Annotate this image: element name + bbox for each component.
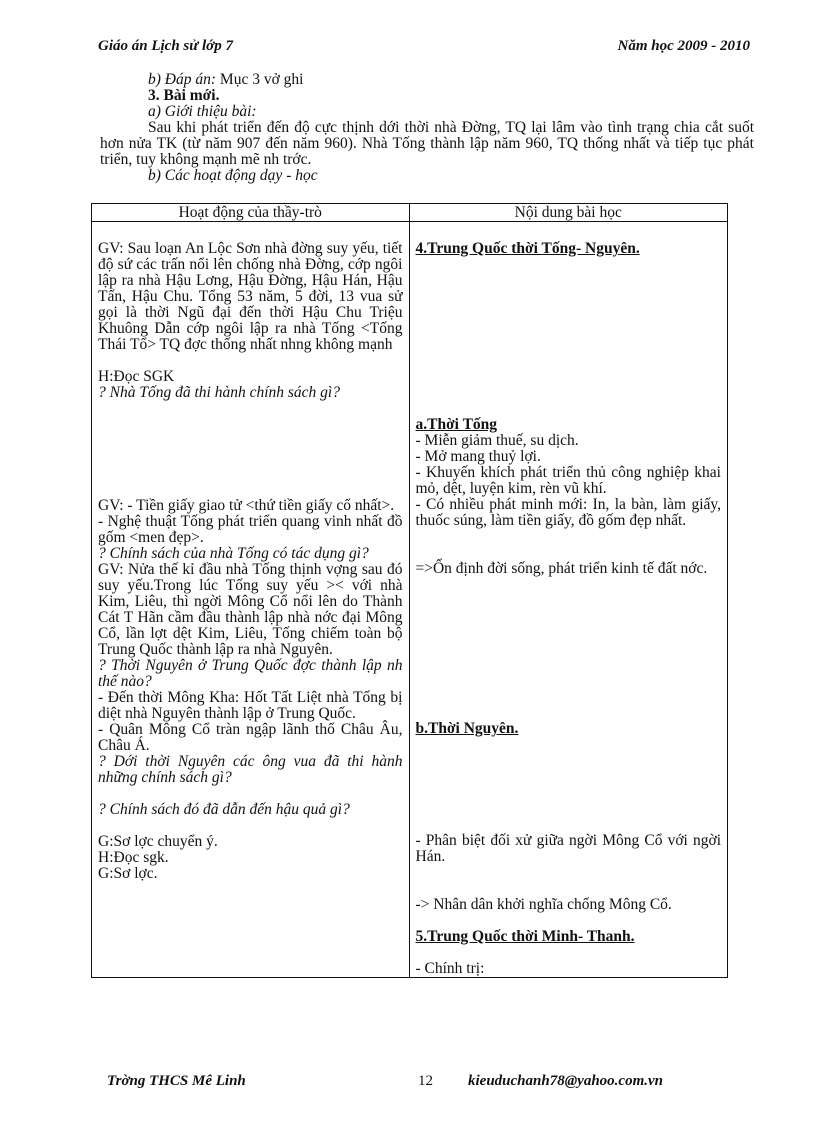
question-yuan-founding: ? Thời Nguyên ở Trung Quốc đợc thành lập nh thế nào? — [98, 657, 403, 690]
para-gv-intro: GV: Sau loạn An Lộc Sơn nhà đờng suy yếu, tiết độ sứ các trấn nổi lên chống nhà Đờng, cớp ngôi lập ra nhà Hậu Lơng, Hậu Đờng, Hậu Hán, Hậu Tấn, Hậu Chu. Tổng 53 năm, 5 đời, 13 vua sử gọi là thời Ngũ đại đến thời Hậu Chu Triệu Khuông Dẫn cớp ngôi lập ra nhà Tống <Tống Thái Tổ> TQ đợc thống nhất nhng không mạnh — [98, 240, 403, 353]
section-a-heading: a.Thời Tống — [415, 416, 498, 433]
footer-school: Trờng THCS Mê Linh — [107, 1073, 246, 1089]
section-5-heading: 5.Trung Quốc thời Minh- Thanh. — [415, 928, 635, 945]
section-b-heading: b.Thời Nguyên. — [415, 720, 519, 737]
para-mongol-army: - Quân Mông Cổ tràn ngập lãnh thổ Châu Âu, Châu Á. — [98, 721, 403, 754]
para-mongol-rise: GV: Nửa thế kỉ đầu nhà Tống thịnh vợng sau đó suy yếu.Trong lúc Tống suy yếu >< với nhà Kim, Liêu, thì ngời Mông Cổ nổi lên do Thành Cát T Hãn cầm đầu thành lập nhà nớc đại Mông Cổ, lần lợt dệt Kim, Liêu, Tống chiếm toàn bộ Trung Quốc thành lập ra nhà Nguyên. — [98, 561, 403, 658]
answer-line — [100, 72, 754, 88]
activities-label: b) Các hoạt động dạy - học — [148, 167, 318, 184]
para-paper-money: GV: - Tiền giấy giao tử <thứ tiền giấy cổ nhất>. — [98, 497, 395, 514]
content-tax: - Miễn giảm thuế, su dịch. — [415, 432, 579, 449]
content-inventions: - Có nhiều phát minh mới: In, la bàn, làm giấy, thuốc súng, làm tiền giấy, đồ gốm đẹp nhất. — [415, 496, 721, 529]
intro-paragraph: Sau khi phát triển đến độ cực thịnh dới thời nhà Đờng, TQ lại lâm vào tình trạng chia cắt suốt hơn nửa TK (từ năm 907 đến năm 960). Nhà Tống thành lập năm 960, TQ thống nhất và tiếp tục phát triển, tuy không mạnh mẽ nh trớc. — [100, 119, 754, 168]
footer-email: kieuduchanh78@yahoo.com.vn — [468, 1073, 663, 1089]
para-read-sgk-2: H:Đọc sgk. — [98, 849, 169, 866]
content-stability: =>Ổn định đời sống, phát triển kinh tế đất nớc. — [415, 560, 708, 577]
question-yuan-policy: ? Dới thời Nguyên các ông vua đã thi hành những chính sách gì? — [98, 753, 403, 786]
para-read-sgk: H:Đọc SGK — [98, 368, 175, 385]
content-discrimination: - Phân biệt đối xử giữa ngời Mông Cổ với ngời Hán. — [415, 832, 721, 865]
para-art-ceramics: - Nghệ thuật Tống phát triển quang vinh nhất đồ gốm <men đẹp>. — [98, 513, 403, 546]
answer-text: Mục 3 vở ghi — [216, 71, 304, 88]
new-lesson-heading: 3. Bài mới. — [148, 87, 220, 104]
table-header-row — [92, 204, 728, 222]
para-summary: G:Sơ lợc. — [98, 865, 158, 882]
question-consequence: ? Chính sách đó đã dẫn đến hậu quả gì? — [98, 801, 350, 818]
col-header-content: Nội dung bài học — [409, 204, 728, 222]
section-4-heading: 4.Trung Quốc thời Tống- Nguyên. — [415, 240, 640, 257]
content-politics: - Chính trị: — [415, 960, 485, 977]
intro-label: a) Giới thiệu bài: — [148, 103, 257, 120]
content-uprising: -> Nhân dân khởi nghĩa chống Mông Cổ. — [415, 896, 672, 913]
question-policy-effect: ? Chính sách của nhà Tống có tác dụng gì? — [98, 545, 369, 562]
footer-page-number: 12 — [418, 1073, 433, 1089]
lesson-table — [91, 203, 728, 978]
teacher-student-activities — [92, 222, 410, 978]
lesson-content — [409, 222, 728, 978]
lesson-intro — [100, 72, 754, 184]
para-mongke: - Đến thời Mông Kha: Hốt Tất Liệt nhà Tống bị diệt nhà Nguyên thành lập ở Trung Quốc. — [98, 689, 403, 722]
header-right: Năm học 2009 - 2010 — [617, 38, 750, 54]
col-header-activities: Hoạt động của thầy-trò — [92, 204, 410, 222]
table-body-row — [92, 222, 728, 978]
content-handicraft: - Khuyến khích phát triển thủ công nghiệp khai mỏ, dệt, luyện kim, rèn vũ khí. — [415, 464, 721, 497]
content-irrigation: - Mở mang thuỷ lợi. — [415, 448, 541, 465]
para-transition: G:Sơ lợc chuyển ý. — [98, 833, 218, 850]
answer-label: b) Đáp án: — [148, 71, 217, 88]
header-left: Giáo án Lịch sử lớp 7 — [98, 38, 233, 54]
question-song-policy: ? Nhà Tống đã thi hành chính sách gì? — [98, 384, 340, 401]
